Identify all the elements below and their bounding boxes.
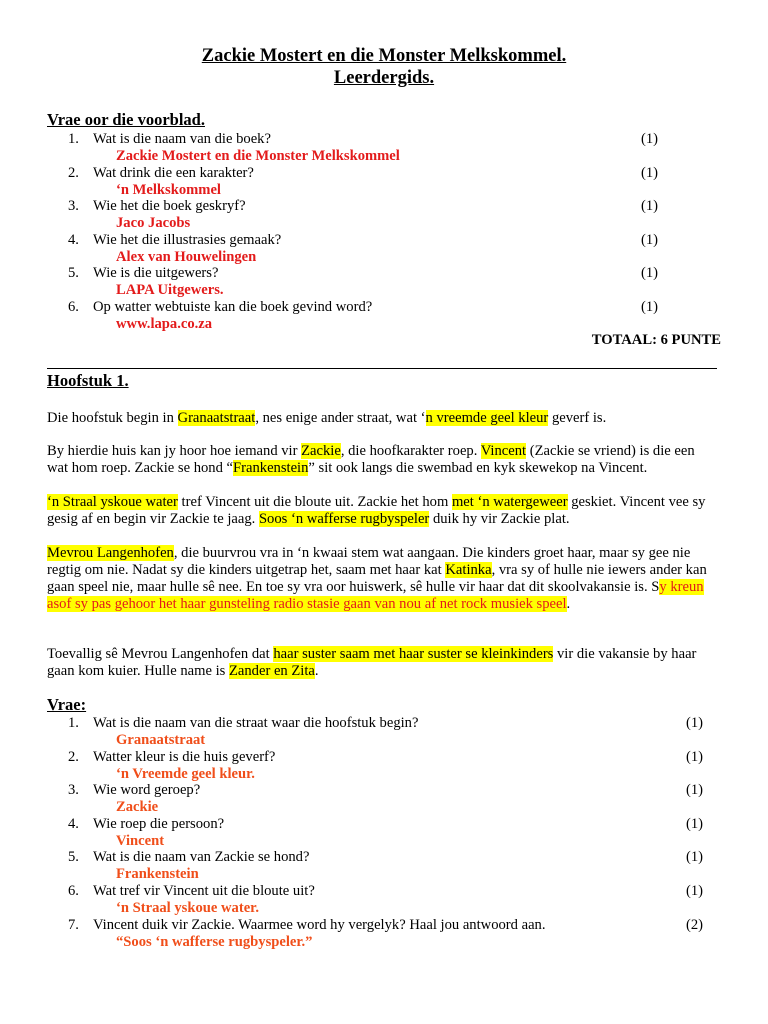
question-number: 6.: [68, 298, 79, 315]
chapter-question-list: [0, 715, 768, 950]
chapter-paragraph-3: [47, 494, 717, 528]
text-run: duik hy vir Zackie plat.: [429, 511, 570, 527]
text-run: Die hoofstuk begin in: [47, 410, 178, 426]
question-marks: (1): [641, 298, 659, 315]
question-number: 2.: [68, 748, 79, 765]
text-run: geskiet. Vincent vee sy gesig af en begin vir Zackie te jaag.: [47, 494, 706, 527]
question-text: Wat is die naam van Zackie se hond?: [93, 849, 310, 866]
question-number: 7.: [68, 916, 79, 933]
question-number: 2.: [68, 164, 79, 181]
chapter-paragraph-1: [47, 410, 717, 427]
text-run: .: [314, 663, 319, 679]
question-text: Wie het die illustrasies gemaak?: [93, 231, 282, 248]
question-number: 5.: [68, 849, 79, 866]
question-item: [0, 198, 768, 215]
question-marks: (1): [686, 882, 704, 899]
answer-text: ‘n Straal yskoue water.: [116, 899, 259, 916]
question-number: 3.: [68, 198, 79, 215]
answer-text: Alex van Houwelingen: [116, 248, 257, 265]
chapter-paragraph-4: [47, 545, 717, 613]
question-marks: (1): [686, 815, 704, 832]
text-run: tref Vincent uit die bloute uit. Zackie het hom: [177, 494, 452, 510]
question-number: 1.: [68, 715, 79, 731]
question-item: [0, 782, 768, 799]
answer-text: Jaco Jacobs: [116, 215, 191, 232]
question-item: [0, 265, 768, 282]
question-number: 5.: [68, 265, 79, 282]
highlighted-text: haar suster saam met haar suster se kleinkinders: [273, 646, 554, 662]
question-text: Wie roep die persoon?: [93, 815, 225, 832]
answer-text: “Soos ‘n wafferse rugbyspeler.”: [116, 933, 313, 950]
question-marks: (1): [686, 748, 704, 765]
question-marks: (1): [641, 164, 659, 181]
text-run: ” sit ook langs die swembad en kyk skewekop na Vincent.: [308, 460, 648, 476]
text-run: , die hoofkarakter roep.: [340, 443, 481, 459]
question-item: [0, 917, 768, 934]
highlighted-text: Zander en Zita: [228, 663, 315, 679]
questions-heading: Vrae:: [47, 695, 87, 714]
question-marks: (1): [641, 265, 659, 282]
highlighted-text: y kreun asof sy pas gehoor het haar gunsteling radio stasie gaan van nou af net rock musiek speel: [47, 579, 704, 612]
highlighted-text: Katinka: [445, 562, 492, 578]
title-line-2: Leerdergids.: [333, 68, 435, 88]
question-text: Wie is die uitgewers?: [93, 265, 219, 282]
question-text: Wat tref vir Vincent uit die bloute uit?: [93, 882, 315, 899]
chapter-heading: Hoofstuk 1.: [47, 371, 129, 390]
question-item: [0, 715, 768, 732]
title-line-1: Zackie Mostert en die Monster Melkskommel.: [201, 46, 567, 66]
answer-text: Frankenstein: [116, 866, 199, 883]
question-marks: (2): [686, 916, 704, 933]
highlighted-text: Granaatstraat: [177, 410, 256, 426]
text-run: (Zackie se vriend) is die een wat hom roep. Zackie se hond “: [47, 443, 695, 476]
question-text: Wie word geroep?: [93, 782, 201, 799]
question-number: 1.: [68, 131, 79, 147]
total-points: TOTAAL: 6 PUNTE: [591, 332, 721, 348]
question-number: 3.: [68, 782, 79, 799]
text-run: , nes enige ander straat, wat ‘: [255, 410, 426, 426]
text-run: , die buurvrou vra in ‘n kwaai stem wat aangaan. Die kinders groet haar, maar sy gee nie regtig om nie. Nadat sy die kinders uitgetrap het, saam met haar kat: [47, 545, 691, 578]
question-text: Wat drink die een karakter?: [93, 164, 254, 181]
chapter-paragraph-2: [47, 443, 717, 477]
question-marks: (1): [686, 715, 704, 731]
question-text: Wat is die naam van die boek?: [93, 131, 271, 147]
question-text: Op watter webtuiste kan die boek gevind word?: [93, 298, 373, 315]
highlighted-text: ‘n Straal yskoue water: [47, 494, 178, 510]
answer-text: Zackie: [116, 799, 159, 816]
question-marks: (1): [641, 231, 659, 248]
cover-questions-heading: Vrae oor die voorblad.: [47, 110, 205, 129]
question-number: 4.: [68, 815, 79, 832]
question-item: [0, 883, 768, 900]
text-run: geverf is.: [548, 410, 607, 426]
question-item: [0, 849, 768, 866]
answer-text: Zackie Mostert en die Monster Melkskommel: [116, 148, 400, 164]
highlighted-text: met ‘n watergeweer: [451, 494, 568, 510]
question-item: [0, 232, 768, 249]
text-run: Toevallig sê Mevrou Langenhofen dat: [47, 646, 274, 662]
question-item: [0, 165, 768, 182]
question-marks: (1): [686, 782, 704, 799]
answer-text: ‘n Melkskommel: [116, 181, 221, 198]
question-text: Vincent duik vir Zackie. Waarmee word hy vergelyk? Haal jou antwoord aan.: [93, 916, 546, 933]
question-text: Watter kleur is die huis geverf?: [93, 748, 276, 765]
question-number: 6.: [68, 882, 79, 899]
question-marks: (1): [641, 198, 659, 215]
question-text: Wat is die naam van die straat waar die hoofstuk begin?: [93, 715, 419, 731]
text-run: By hierdie huis kan jy hoor hoe iemand vir: [47, 443, 302, 459]
question-item: [0, 131, 768, 148]
highlighted-text: Vincent: [480, 443, 527, 459]
section-divider: [47, 368, 717, 369]
question-marks: (1): [641, 131, 659, 147]
question-item: [0, 816, 768, 833]
highlighted-text: Frankenstein: [233, 460, 309, 476]
answer-text: LAPA Uitgewers.: [116, 282, 224, 299]
answer-text: ‘n Vreemde geel kleur.: [116, 765, 255, 782]
cover-question-list: [0, 131, 768, 333]
answer-text: www.lapa.co.za: [116, 315, 213, 332]
text-run: .: [566, 596, 571, 612]
question-text: Wie het die boek geskryf?: [93, 198, 246, 215]
answer-text: Vincent: [116, 832, 165, 849]
highlighted-text: n vreemde geel kleur: [425, 410, 549, 426]
highlighted-text: Zackie: [301, 443, 341, 459]
highlighted-text: Soos ‘n wafferse rugbyspeler: [258, 511, 430, 527]
chapter-paragraph-5: [47, 646, 717, 680]
question-number: 4.: [68, 231, 79, 248]
answer-text: Granaatstraat: [116, 732, 206, 748]
text-run: , vra sy of hulle nie iewers ander kan gaan speel nie, maar hulle sê nee. En toe sy vra oor huiswerk, sê hulle vir haar dat dit skoolvakansie is. S: [47, 562, 707, 595]
highlighted-text: Mevrou Langenhofen: [47, 545, 174, 561]
text-run: vir die vakansie by haar gaan kom kuier. Hulle name is: [47, 646, 697, 679]
question-item: [0, 299, 768, 316]
question-item: [0, 749, 768, 766]
document-title: [0, 45, 768, 89]
question-marks: (1): [686, 849, 704, 866]
